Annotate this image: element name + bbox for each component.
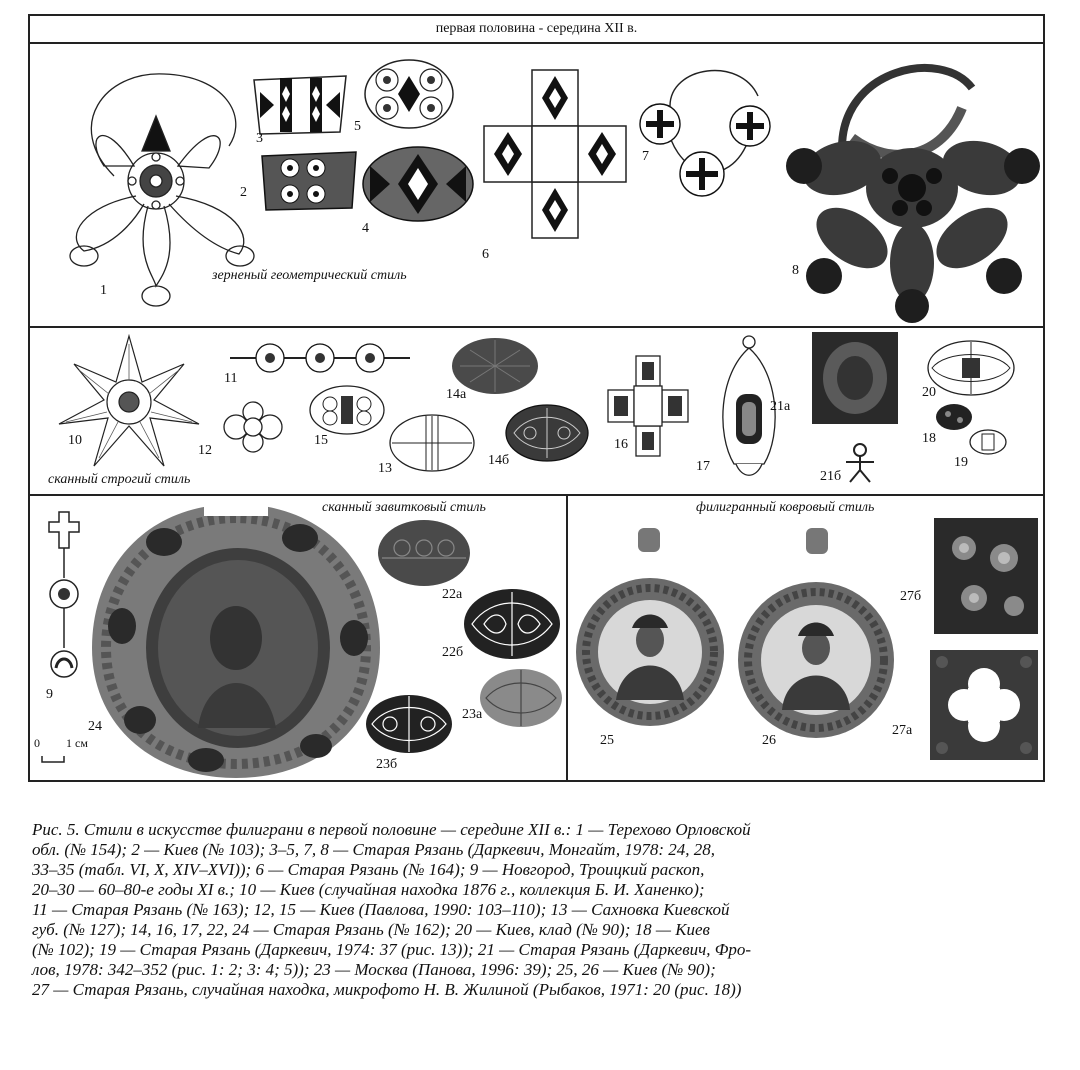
chain-11-drawing: [230, 336, 410, 378]
label-24: 24: [88, 719, 102, 734]
pendant-17-drawing: [714, 334, 784, 494]
bead-22b-drawing: [462, 586, 562, 662]
label-13: 13: [378, 461, 392, 476]
bead-5-drawing: [362, 56, 456, 132]
bead-2-drawing: [256, 146, 362, 216]
scale-zero: 0: [34, 736, 40, 750]
caption-line: лов, 1978: 342–352 (рис. 1: 2; 3: 4; 5)); 23 — Москва (Панова, 1996: 39); 25, 26 — Киев (№ 90);: [32, 960, 716, 979]
plaque-27a-photo: [928, 648, 1040, 762]
style-label-scroll: сканный завитковый стиль: [322, 500, 486, 515]
bead-4-drawing: [360, 144, 476, 224]
bead-12-drawing: [220, 400, 286, 454]
caption-line: (№ 102); 19 — Старая Рязань (Даркевич, 1974: 37 (рис. 13)); 21 — Старая Рязань (Даркевич, Фро-: [32, 940, 752, 959]
label-14a: 14а: [446, 387, 467, 402]
label-8: 8: [792, 263, 799, 278]
scale-unit: 1 см: [66, 736, 88, 750]
label-1: 1: [100, 283, 107, 298]
caption-line: 33–35 (табл. VI, X, XIV–XVI)); 6 — Старая Рязань (№ 164); 9 — Новгород, Троицкий раскоп,: [32, 860, 705, 879]
mount-21a-photo: [812, 332, 898, 424]
kolt-24-photo: [86, 498, 386, 780]
bead-15-drawing: [308, 384, 386, 436]
label-26: 26: [762, 733, 776, 748]
band-divider-2: [30, 494, 1043, 496]
temple-ring-7-drawing: [630, 56, 780, 216]
figure-plate: [28, 14, 1045, 782]
kolt-26-photo: [736, 524, 896, 756]
bead-22a-photo: [376, 518, 472, 588]
style-label-granular: зерненый геометрический стиль: [212, 268, 407, 283]
pendant-10-drawing: [54, 334, 204, 474]
caption-line: обл. (№ 154); 2 — Киев (№ 103); 3–5, 7, 8 — Старая Рязань (Даркевич, Монгайт, 1978: 24, 28,: [32, 840, 716, 859]
figure-21b-drawing: [838, 440, 882, 484]
bead-20-drawing: [926, 338, 1016, 398]
label-3: 3: [256, 131, 263, 146]
detail-27b-photo: [934, 518, 1038, 634]
label-17: 17: [696, 459, 710, 474]
style-label-strict: сканный строгий стиль: [48, 472, 191, 487]
label-9: 9: [46, 687, 53, 702]
bead-23b-drawing: [364, 692, 454, 756]
label-10: 10: [68, 433, 82, 448]
label-11: 11: [224, 371, 238, 386]
label-21a: 21а: [770, 399, 791, 414]
label-14b: 14б: [488, 453, 510, 468]
caption-line: 27 — Старая Рязань, случайная находка, микрофото Н. В. Жилиной (Рыбаков, 1971: 20 (рис. 18)): [32, 980, 742, 999]
style-label-carpet: филигранный ковровый стиль: [696, 500, 875, 515]
label-27b: 27б: [900, 589, 922, 604]
kolt-25-photo: [572, 524, 728, 746]
label-2: 2: [240, 185, 247, 200]
caption-line: 20–30 — 60–80-е годы XI в.; 10 — Киев (случайная находка 1876 г., коллекция Б. И. Ханенко);: [32, 880, 705, 899]
label-23b: 23б: [376, 757, 398, 772]
period-heading: первая половина - середина XII в.: [30, 16, 1043, 44]
band-divider-3: [566, 494, 568, 782]
band-divider-1: [30, 326, 1043, 328]
cross-6-drawing: [482, 66, 628, 242]
label-25: 25: [600, 733, 614, 748]
bead-14b-drawing: [504, 402, 590, 464]
label-6: 6: [482, 247, 489, 262]
label-19: 19: [954, 455, 968, 470]
bead-19-drawing: [968, 428, 1008, 456]
label-12: 12: [198, 443, 212, 458]
label-21b: 21б: [820, 469, 842, 484]
label-15: 15: [314, 433, 328, 448]
figure-caption: [32, 820, 1052, 1000]
label-16: 16: [614, 437, 628, 452]
label-22a: 22а: [442, 587, 463, 602]
bead-23a-photo: [478, 666, 564, 730]
label-20: 20: [922, 385, 936, 400]
caption-line: губ. (№ 127); 14, 16, 17, 22, 24 — Старая Рязань (№ 162); 20 — Киев, клад (№ 90); 18 — Киев: [32, 920, 710, 939]
pendant-9-drawing: [44, 508, 84, 698]
label-27a: 27а: [892, 723, 913, 738]
bead-3-drawing: [250, 72, 350, 138]
label-5: 5: [354, 119, 361, 134]
caption-line: 11 — Старая Рязань (№ 163); 12, 15 — Киев (Павлова, 1990: 103–110); 13 — Сахновка Киевской: [32, 900, 730, 919]
label-7: 7: [642, 149, 649, 164]
pendant-8-photo: [782, 48, 1044, 324]
label-22b: 22б: [442, 645, 464, 660]
label-4: 4: [362, 221, 369, 236]
bead-13-drawing: [388, 412, 476, 474]
caption-line: Рис. 5. Стили в искусстве филиграни в первой половине — середине XII в.: 1 — Терехово Орловской: [32, 820, 751, 839]
label-18: 18: [922, 431, 936, 446]
label-23a: 23а: [462, 707, 483, 722]
